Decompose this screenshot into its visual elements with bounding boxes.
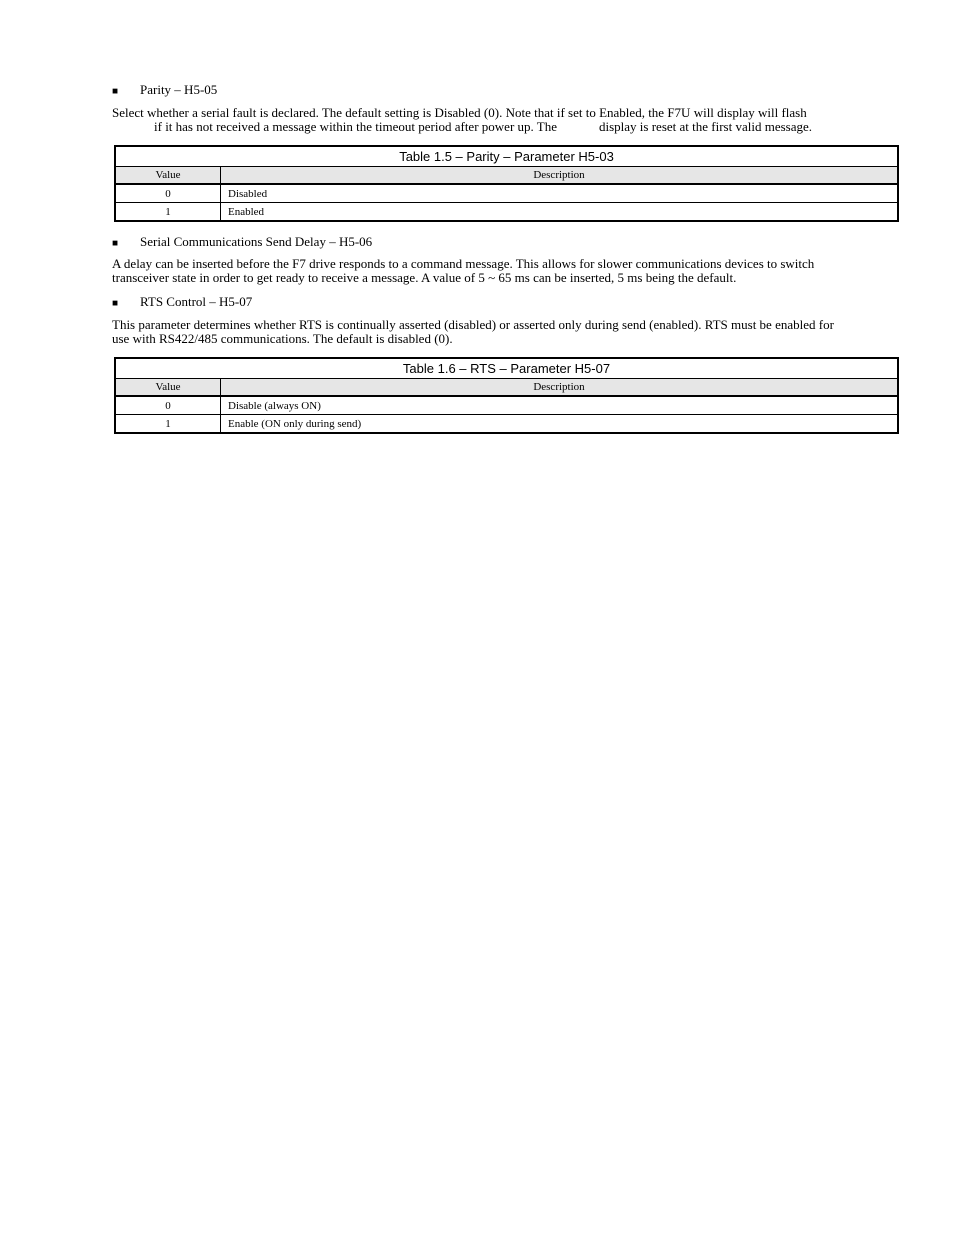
rts-table-header-description: Description xyxy=(221,379,899,397)
table-cell-value: 0 xyxy=(115,184,221,203)
table-cell-description: Disable (always ON) xyxy=(221,396,899,415)
rts-table xyxy=(114,357,899,434)
table-row xyxy=(115,184,898,203)
send-delay-paragraph xyxy=(112,257,898,285)
parity-paragraph-line-2b: display is reset at the first valid message. xyxy=(599,119,813,134)
send-delay-heading xyxy=(112,234,372,251)
table-row xyxy=(115,415,898,434)
rts-paragraph xyxy=(112,318,898,346)
rts-paragraph-line-2: use with RS422/485 communications. The default is disabled (0). xyxy=(112,331,453,346)
rts-table-caption: Table 1.6 – RTS – Parameter H5-07 xyxy=(115,358,898,379)
send-delay-paragraph-line-2: transceiver state in order to get ready to receive a message. A value of 5 ~ 65 ms can be inserted, 5 ms being the default. xyxy=(112,270,737,285)
rts-heading-text: RTS Control – H5-07 xyxy=(140,294,253,309)
table-row xyxy=(115,203,898,222)
send-delay-heading-text: Serial Communications Send Delay – H5-06 xyxy=(140,234,373,249)
parity-table-header-description: Description xyxy=(221,167,899,185)
parity-heading xyxy=(112,82,217,99)
rts-paragraph-line-1: This parameter determines whether RTS is continually asserted (disabled) or asserted only during send (enabled). RTS must be enabled for xyxy=(112,317,834,332)
bullet-icon: ■ xyxy=(112,298,119,309)
table-cell-description: Disabled xyxy=(221,184,899,203)
table-row xyxy=(115,396,898,415)
parity-heading-text: Parity – H5-05 xyxy=(140,82,218,97)
parity-paragraph-line-2 xyxy=(112,120,898,134)
table-cell-value: 1 xyxy=(115,203,221,222)
send-delay-paragraph-line-1: A delay can be inserted before the F7 drive responds to a command message. This allows for slower communications devices to switch xyxy=(112,256,815,271)
parity-paragraph-line-2a: if it has not received a message within the timeout period after power up. The xyxy=(154,119,557,134)
table-cell-description: Enabled xyxy=(221,203,899,222)
rts-heading xyxy=(112,294,252,311)
rts-table-header-value: Value xyxy=(115,379,221,397)
table-cell-value: 1 xyxy=(115,415,221,434)
bullet-icon: ■ xyxy=(112,238,119,249)
parity-table xyxy=(114,145,899,222)
parity-table-caption: Table 1.5 – Parity – Parameter H5-03 xyxy=(115,146,898,167)
table-cell-description: Enable (ON only during send) xyxy=(221,415,899,434)
parity-paragraph xyxy=(112,106,898,134)
bullet-icon: ■ xyxy=(112,86,119,97)
parity-table-header-value: Value xyxy=(115,167,221,185)
table-cell-value: 0 xyxy=(115,396,221,415)
parity-paragraph-line-1: Select whether a serial fault is declared. The default setting is Disabled (0). Note that if set to Enabled, the F7U will display will flash xyxy=(112,105,807,120)
